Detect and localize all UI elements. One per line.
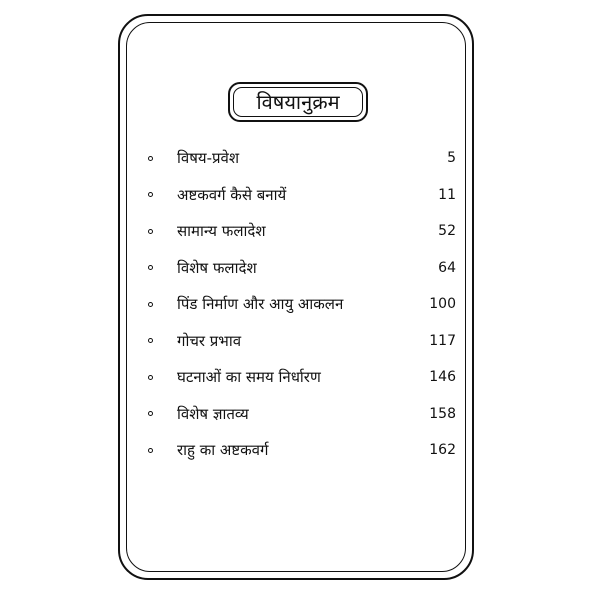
toc-entry <box>140 140 460 177</box>
bullet-icon <box>148 302 153 307</box>
page-title: विषयानुक्रम <box>256 90 340 114</box>
bullet-icon <box>148 375 153 380</box>
bullet-icon <box>148 265 153 270</box>
toc-entry-title: विशेष ज्ञातव्य <box>177 404 249 423</box>
toc-entry <box>140 432 460 469</box>
toc-entry-page: 117 <box>429 332 456 349</box>
toc-entry-page: 146 <box>429 369 456 386</box>
bullet-icon <box>148 448 153 453</box>
bullet-icon <box>148 192 153 197</box>
bullet-icon <box>148 411 153 416</box>
toc-entry-title: विशेष फलादेश <box>177 258 257 277</box>
toc-entry-page: 158 <box>429 405 456 422</box>
toc-entry-page: 52 <box>438 223 456 240</box>
toc-entry-page: 100 <box>429 296 456 313</box>
toc-entry-page: 162 <box>429 442 456 459</box>
toc-entry <box>140 250 460 287</box>
toc-entry-title: घटनाओं का समय निर्धारण <box>177 368 321 387</box>
toc-entry <box>140 396 460 433</box>
bullet-icon <box>148 338 153 343</box>
toc-entry-title: विषय-प्रवेश <box>177 149 240 168</box>
toc-entry-title: गोचर प्रभाव <box>177 331 242 350</box>
table-of-contents <box>140 140 460 469</box>
toc-entry-title: सामान्य फलादेश <box>177 222 266 241</box>
toc-entry <box>140 177 460 214</box>
bullet-icon <box>148 229 153 234</box>
toc-entry <box>140 286 460 323</box>
toc-entry <box>140 359 460 396</box>
toc-entry-page: 11 <box>438 186 456 203</box>
toc-entry-title: राहु का अष्टकवर्ग <box>177 441 269 460</box>
toc-entry <box>140 213 460 250</box>
toc-entry-page: 5 <box>447 150 456 167</box>
toc-entry-title: अष्टकवर्ग कैसे बनायें <box>177 185 287 204</box>
toc-entry-page: 64 <box>438 259 456 276</box>
bullet-icon <box>148 156 153 161</box>
toc-entry <box>140 323 460 360</box>
toc-entry-title: पिंड निर्माण और आयु आकलन <box>177 295 344 314</box>
